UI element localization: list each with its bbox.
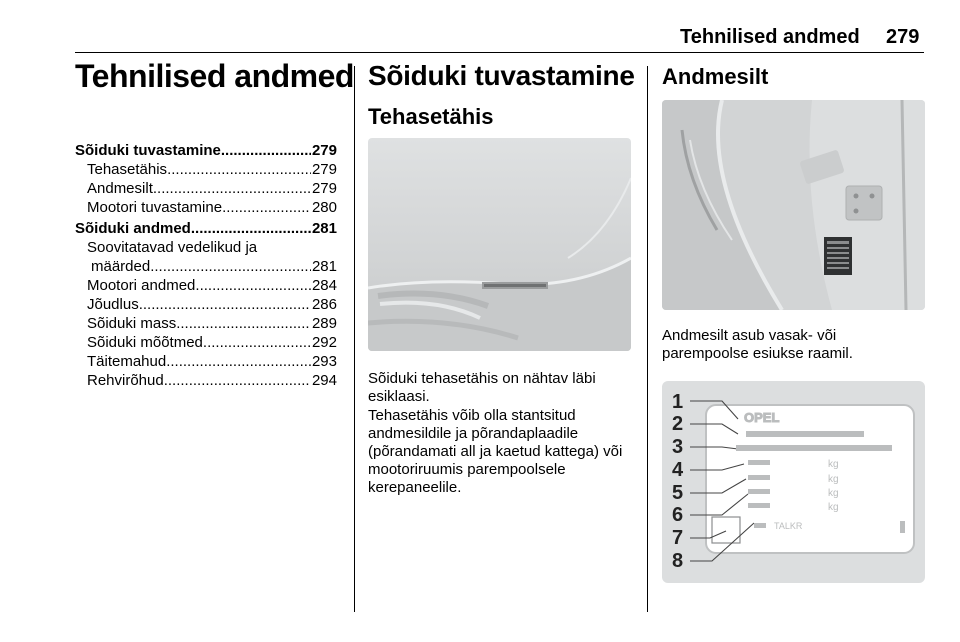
page-number: 279 xyxy=(886,26,920,48)
column-divider-right xyxy=(647,66,648,612)
toc-entry[interactable]: Sõiduki mõõtmed ..... 292 xyxy=(75,333,337,352)
plate-kg-4: kg xyxy=(828,502,839,513)
running-title: Tehnilised andmed xyxy=(680,26,860,48)
toc-entry[interactable]: Sõiduki tuvastamine ..... 279 xyxy=(75,141,337,160)
paragraph-label-location: Andmesilt asub vasak- või parempoolse esiukse raamil. xyxy=(662,327,853,362)
subsection-title-andmesilt: Andmesilt xyxy=(662,64,769,89)
callout-5: 5 xyxy=(672,482,684,504)
windshield-vin-photo xyxy=(368,138,631,351)
plate-brand: OPEL xyxy=(744,410,780,425)
callout-2: 2 xyxy=(672,413,684,435)
callout-4: 4 xyxy=(672,459,684,481)
plate-code: TALKR xyxy=(774,521,803,531)
plate-kg-3: kg xyxy=(828,488,839,499)
header-rule xyxy=(75,52,924,53)
callout-1: 1 xyxy=(672,391,684,413)
plate-kg-2: kg xyxy=(828,474,839,485)
table-of-contents xyxy=(75,141,337,390)
column-divider-left xyxy=(354,66,355,612)
paragraph-vin-location: Tehasetähis võib olla stantsitud andmesildile ja põrandaplaadile (põrandamati all ja kaetud kattega) või mootoriruumis parempoolsele kerepaneelile. xyxy=(368,407,623,496)
callout-6: 6 xyxy=(672,504,684,526)
toc-entry[interactable]: Rehvirõhud ..... 294 xyxy=(75,371,337,390)
toc-entry[interactable]: Sõiduki andmed ..... 281 xyxy=(75,219,337,238)
callout-8: 8 xyxy=(672,550,684,572)
chapter-title: Tehnilised andmed xyxy=(75,58,354,94)
toc-entry[interactable]: Andmesilt ..... 279 xyxy=(75,179,337,198)
toc-entry[interactable]: Mootori andmed ..... 284 xyxy=(75,276,337,295)
callout-3: 3 xyxy=(672,436,684,458)
toc-entry[interactable]: Mootori tuvastamine ..... 280 xyxy=(75,198,337,217)
door-frame-label-photo xyxy=(662,100,925,310)
subsection-title-tehasetahis: Tehasetähis xyxy=(368,104,494,129)
toc-entry[interactable]: Soovitatavad vedelikud ja xyxy=(87,239,258,256)
callout-7: 7 xyxy=(672,527,684,549)
plate-kg-1: kg xyxy=(828,459,839,470)
toc-entry[interactable]: Täitemahud ..... 293 xyxy=(75,352,337,371)
toc-entry[interactable]: Tehasetähis ..... 279 xyxy=(75,160,337,179)
paragraph-vin-visible: Sõiduki tehasetähis on nähtav läbi esiklaasi. xyxy=(368,370,596,405)
toc-entry[interactable]: määrded ..... 281 xyxy=(75,257,337,276)
section-title: Sõiduki tuvastamine xyxy=(368,60,635,91)
label-diagram xyxy=(662,381,925,583)
toc-entry[interactable]: Jõudlus ..... 286 xyxy=(75,295,337,314)
toc-entry[interactable]: Sõiduki mass ..... 289 xyxy=(75,314,337,333)
